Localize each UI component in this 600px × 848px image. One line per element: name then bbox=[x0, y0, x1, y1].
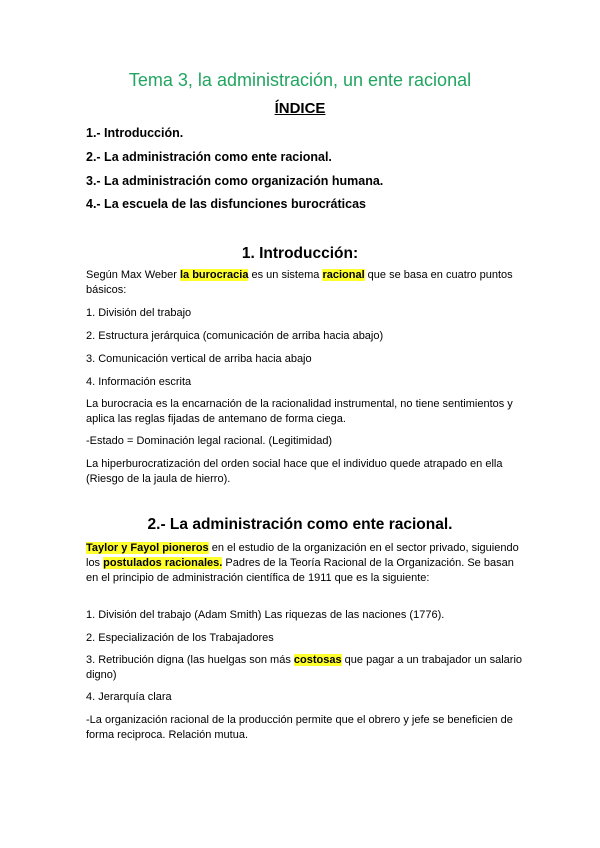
highlight: postulados racionales. bbox=[103, 557, 223, 569]
toc-item: 2.- La administración como ente racional. bbox=[86, 150, 332, 164]
highlight: la burocracia bbox=[179, 269, 249, 281]
document-title: Tema 3, la administración, un ente racional bbox=[128, 70, 472, 90]
paragraph: -Estado = Dominación legal racional. (Legitimidad) bbox=[86, 435, 333, 447]
toc-item: 4.- La escuela de las disfunciones burocráticas bbox=[86, 197, 366, 211]
list-item: 4. Información escrita bbox=[86, 376, 192, 388]
section1-heading: 1. Introducción: bbox=[241, 245, 359, 262]
section2-intro: Taylor y Fayol pioneros en el estudio de la organización en el sector privado, siguiendo los postulados racionales. Padres de la Teoría Racional de la Organización. Se basan en el principio de administración científica de 1911 que es la siguiente: bbox=[86, 542, 519, 584]
paragraph: La hiperburocratización del orden social hace que el individuo quede atrapado en ella (Riesgo de la jaula de hierro). bbox=[86, 458, 503, 485]
list-item: 3. Retribución digna (las huelgas son más costosas que pagar a un trabajador un salario digno) bbox=[86, 654, 523, 681]
toc-item: 3.- La administración como organización humana. bbox=[86, 174, 384, 188]
list-item: 2. Especialización de los Trabajadores bbox=[86, 632, 274, 644]
list-item: 3. Comunicación vertical de arriba hacia abajo bbox=[86, 353, 312, 365]
highlight: Taylor y Fayol pioneros bbox=[86, 542, 209, 554]
paragraph: -La organización racional de la producción permite que el obrero y jefe se beneficien de forma reciproca. Relación mutua. bbox=[86, 714, 513, 741]
section1-intro: Según Max Weber la burocracia es un sistema racional que se basa en cuatro puntos básicos: bbox=[86, 269, 513, 296]
list-item: 1. División del trabajo bbox=[86, 307, 192, 319]
toc-item: 1.- Introducción. bbox=[86, 126, 184, 140]
index-heading: ÍNDICE bbox=[274, 100, 326, 117]
list-item: 4. Jerarquía clara bbox=[86, 691, 172, 703]
section2-heading: 2.- La administración como ente racional. bbox=[147, 516, 453, 533]
list-item: 1. División del trabajo (Adam Smith) Las riquezas de las naciones (1776). bbox=[86, 609, 445, 621]
paragraph: La burocracia es la encarnación de la racionalidad instrumental, no tiene sentimientos y aplica las reglas fijadas de antemano de forma ciega. bbox=[86, 398, 513, 425]
highlight: costosas bbox=[293, 654, 342, 666]
list-item: 2. Estructura jerárquica (comunicación de arriba hacia abajo) bbox=[86, 330, 384, 342]
highlight: racional bbox=[322, 269, 365, 281]
